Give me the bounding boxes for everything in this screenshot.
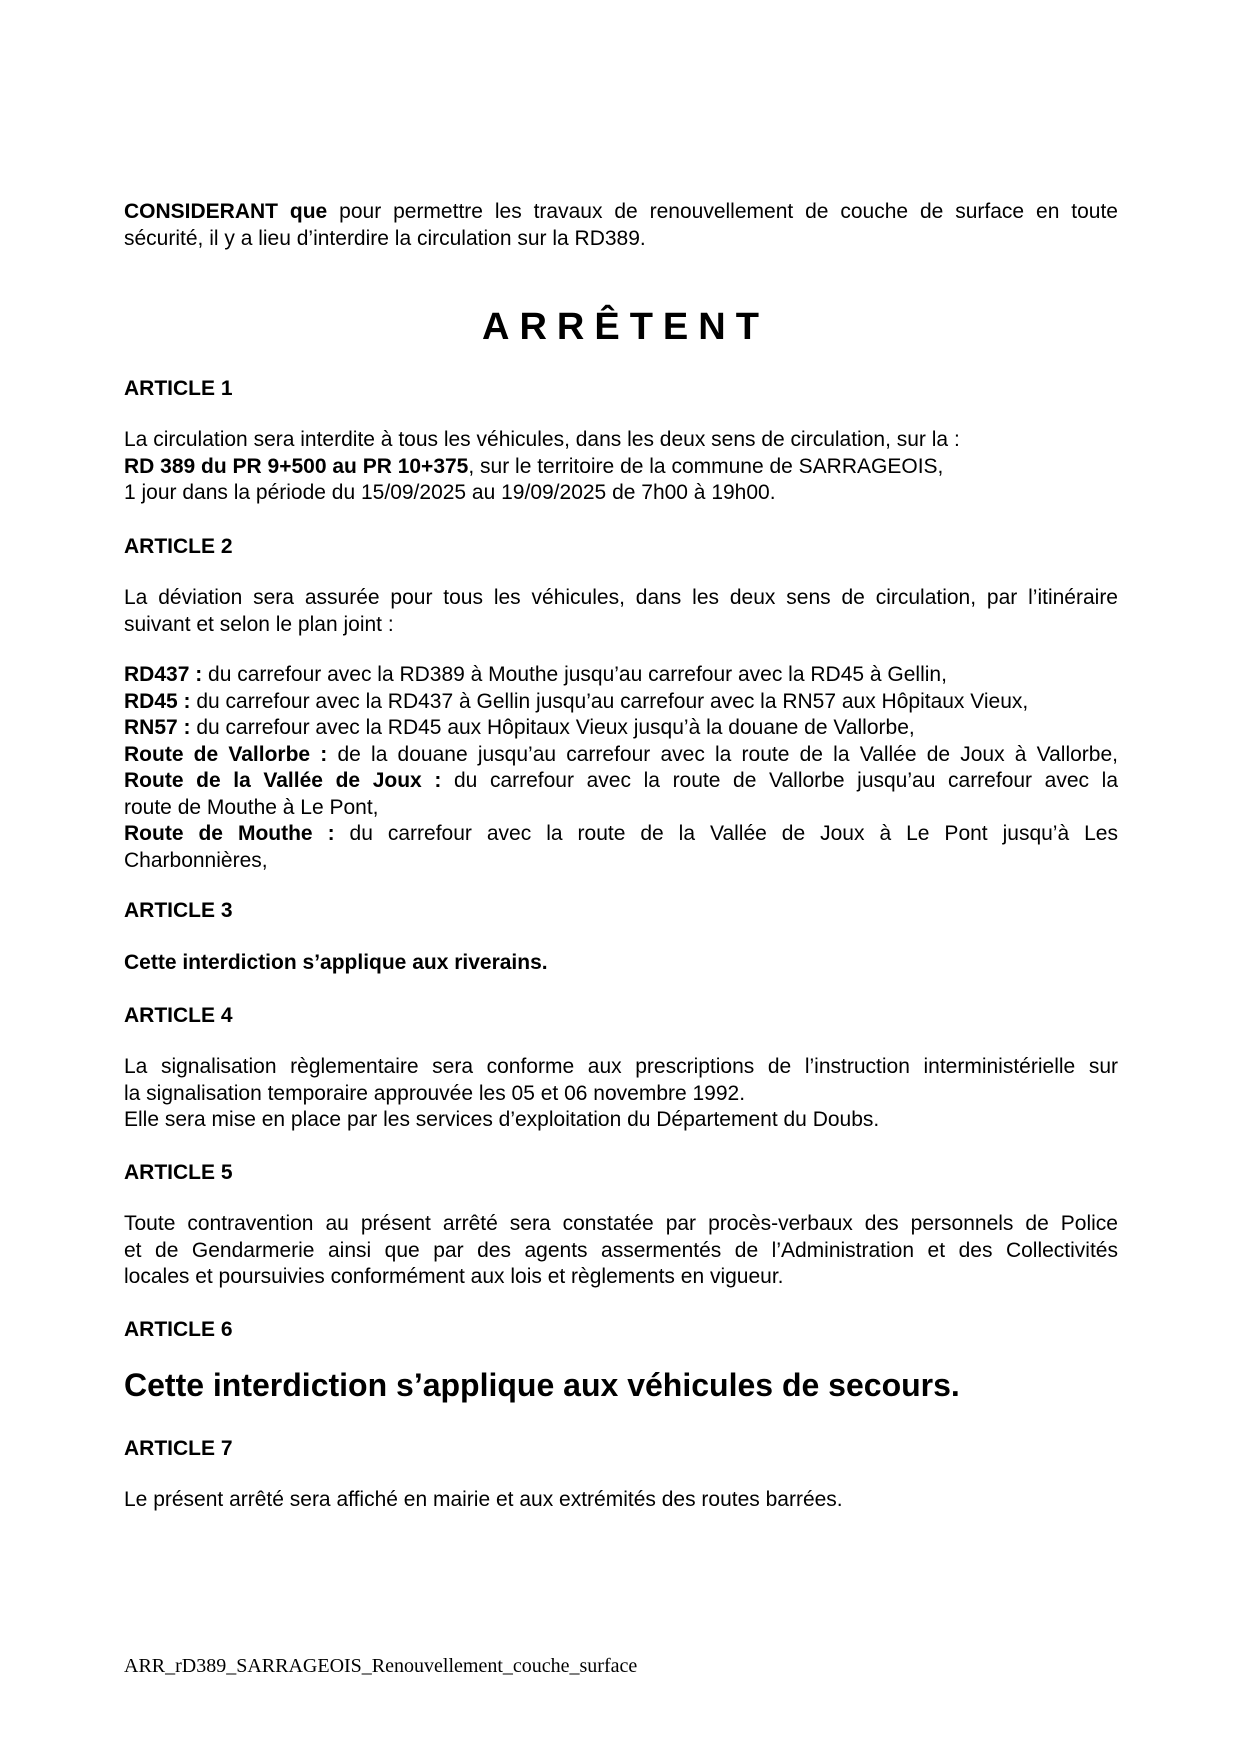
article-5-heading: ARTICLE 5 [124, 1161, 233, 1184]
article-7-heading: ARTICLE 7 [124, 1437, 233, 1460]
article-3-heading: ARTICLE 3 [124, 899, 233, 922]
considerant-line-2: sécurité, il y a lieu d’interdire la circulation sur la RD389. [124, 226, 646, 250]
article-4-heading: ARTICLE 4 [124, 1004, 233, 1027]
article-6-heading: ARTICLE 6 [124, 1318, 233, 1341]
article-2-intro: La déviation sera assurée pour tous les véhicules, dans les deux sens de circulation, par l’itinéraire suivant et selon le plan joint : [124, 586, 1118, 636]
article-2-routes: RD437 : du carrefour avec la RD389 à Mouthe jusqu’au carrefour avec la RD45 à Gellin, RD45 : du carrefour avec la RD437 à Gellin jusqu’au carrefour avec la RN57 aux Hôpitaux Vieux, RN57 : du carrefour avec la RD45 aux Hôpitaux Vieux jusqu’à la douane de Vallorbe, Route de Vallorbe : de la douane jusqu’au carrefour avec la route de la Vallée de Joux à Vallorbe, Route de la Vallée de Joux : du carrefour avec la route de Vallorbe jusqu’au carrefour avec la route de Mouthe à Le Pont, Route de Mouthe : du carrefour avec la route de la Vallée de Joux à Le Pont jusqu’à Les Charbonnières, [124, 663, 1118, 872]
document-reference-footer: ARR_rD389_SARRAGEOIS_Renouvellement_couche_surface [124, 1655, 638, 1677]
route-item: RD437 : du carrefour avec la RD389 à Mouthe jusqu’au carrefour avec la RD45 à Gellin, [124, 663, 947, 686]
article-1-body: La circulation sera interdite à tous les véhicules, dans les deux sens de circulation, sur la : RD 389 du PR 9+500 au PR 10+375, sur le territoire de la commune de SARRAGEOIS, 1 jour dans la période du 15/09/2025 au 19/09/2025 de 7h00 à 19h00. [124, 428, 960, 504]
article-2-heading: ARTICLE 2 [124, 535, 233, 558]
route-item: Route de Mouthe : du carrefour avec la route de la Vallée de Joux à Le Pont jusqu’à Les [124, 822, 1118, 845]
article-1-heading: ARTICLE 1 [124, 377, 233, 400]
article-5-body: Toute contravention au présent arrêté sera constatée par procès-verbaux des personnels de Police et de Gendarmerie ainsi que par des agents assermentés de l’Administration et des Collectivités locales et poursuivies conformément aux lois et règlements en vigueur. [124, 1212, 1118, 1288]
decree-title: ARRÊTENT [482, 306, 769, 348]
route-item: Route de la Vallée de Joux : du carrefour avec la route de Vallorbe jusqu’au carrefour avec la [124, 769, 1118, 792]
road-section: RD 389 du PR 9+500 au PR 10+375 [124, 454, 469, 478]
article-3-body: Cette interdiction s’applique aux riverains. [124, 951, 548, 974]
considerant-keyword: CONSIDERANT que [124, 200, 328, 223]
route-item: RN57 : du carrefour avec la RD45 aux Hôpitaux Vieux jusqu’à la douane de Vallorbe, [124, 716, 915, 739]
route-item: RD45 : du carrefour avec la RD437 à Gellin jusqu’au carrefour avec la RN57 aux Hôpitaux Vieux, [124, 689, 1029, 713]
article-4-body: La signalisation règlementaire sera conforme aux prescriptions de l’instruction interministérielle sur la signalisation temporaire approuvée les 05 et 06 novembre 1992. Elle sera mise en place par les services d’exploitation du Département du Doubs. [124, 1055, 1118, 1131]
article-7-body: Le présent arrêté sera affiché en mairie et aux extrémités des routes barrées. [124, 1488, 843, 1511]
considerant-line-1: CONSIDERANT que pour permettre les travaux de renouvellement de couche de surface en toute [124, 200, 1118, 223]
considerant-paragraph [124, 199, 1118, 252]
route-item: Route de Vallorbe : de la douane jusqu’au carrefour avec la route de la Vallée de Joux à Vallorbe, [124, 742, 1118, 766]
article-6-body: Cette interdiction s’applique aux véhicules de secours. [124, 1367, 960, 1403]
